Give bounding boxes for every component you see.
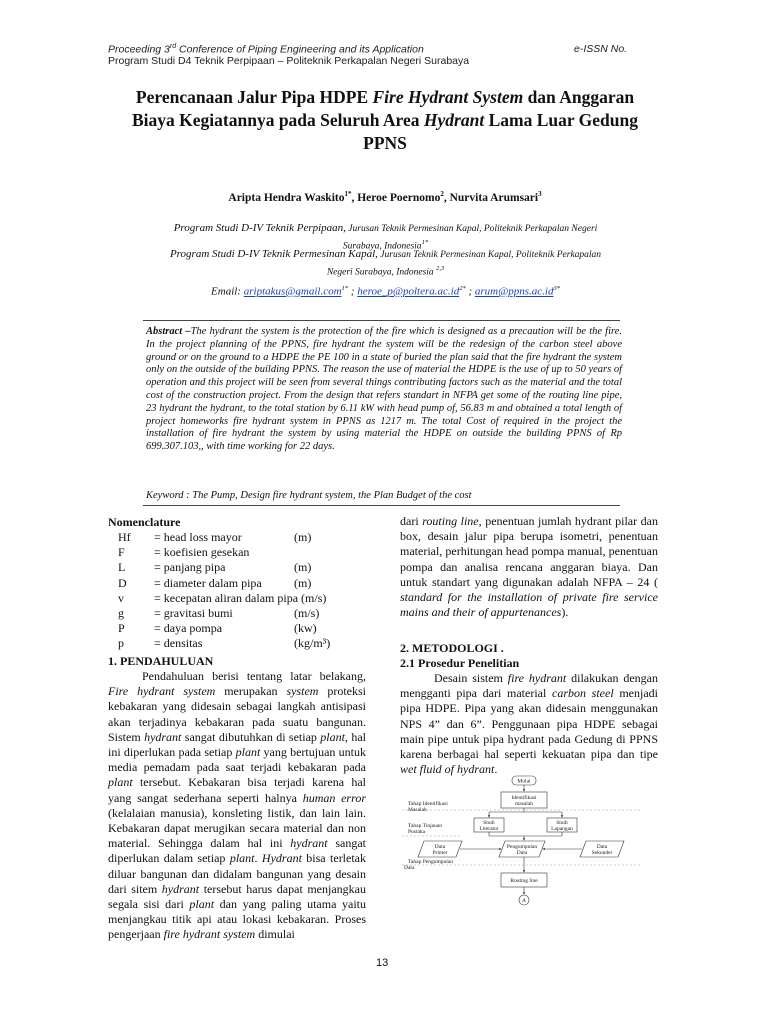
- nomenclature-list: [112, 530, 372, 652]
- nomenclature-row: [112, 636, 372, 651]
- nomenclature-row: [112, 606, 372, 621]
- lit-label-2: Literatur: [479, 826, 499, 832]
- nomenclature-sym: F: [118, 545, 125, 560]
- primary-label-1: Data: [434, 844, 446, 850]
- nomenclature-sym: Hf: [118, 530, 131, 544]
- nomenclature-row: [112, 621, 372, 636]
- email-link-1[interactable]: ariptakus@gmail.com: [243, 285, 342, 298]
- identify-label-2: masalah: [514, 801, 534, 807]
- stage-2-label-2: Pustaka: [408, 829, 426, 835]
- stage-1-label-2: Masalah: [408, 807, 427, 813]
- section-2-1-heading: 2.1 Prosedur Penelitian: [400, 656, 520, 670]
- nomenclature-row: [112, 545, 372, 560]
- nomenclature-desc: = koefisien gesekan: [154, 545, 250, 560]
- collection-label-1: Pengumpulan: [506, 844, 538, 850]
- proceeding-header: Proceeding 3rd Conference of Piping Engineering and its Application: [108, 43, 424, 56]
- nomenclature-unit: (m/s): [294, 605, 320, 620]
- author-list: Aripta Hendra Waskito$^{1*}$, Heroe Poernomo$^2$, Nurvita Arumsari$^3$: [228, 190, 542, 204]
- section-2-heading: 2. METODOLOGI .: [400, 641, 504, 655]
- secondary-label-2: Sekunder: [591, 850, 613, 856]
- nomenclature-desc: = gravitasi bumi: [154, 605, 233, 620]
- program-header: Program Studi D4 Teknik Perpipaan – Politeknik Perkapalan Negeri Surabaya: [108, 55, 470, 67]
- nomenclature-sym: g: [118, 605, 124, 620]
- stage-3-label-2: Data: [404, 865, 415, 871]
- issn-label: e-ISSN No.: [574, 43, 628, 55]
- nomenclature-desc: = head loss mayor: [154, 530, 242, 544]
- routing-paragraph: dari routing line, penentuan jumlah hydrant pilar dan box, desain jalur pipa berupa isometri, penentuan material, perhitungan head pompa manual, penentuan pompa dan analisa rencana anggaran biaya. Dan untuk standart yang digunakan adalah NFPA – 24 ( standard for the installation of private fire service mains and their of appurtenances).: [400, 514, 658, 620]
- field-label-2: Lapangan: [551, 826, 573, 832]
- nomenclature-row: [112, 560, 372, 575]
- abstract-top-rule: [143, 320, 620, 321]
- lit-label-1: Studi: [483, 820, 495, 826]
- nomenclature-row: [112, 591, 372, 606]
- section-1-heading: 1. PENDAHULUAN: [108, 654, 214, 668]
- nomenclature-title: Nomenclature: [108, 515, 181, 529]
- connector-label: A: [522, 898, 526, 904]
- email-link-3[interactable]: arum@ppns.ac.id: [474, 285, 554, 298]
- primary-label-2: Primer: [432, 850, 448, 856]
- nomenclature-desc: = diameter dalam pipa: [154, 575, 262, 590]
- stage-1-label-1: Tahap Identifikasi: [408, 801, 448, 807]
- nomenclature-unit: (kg/m³): [294, 636, 331, 651]
- nomenclature-unit: (m): [294, 575, 312, 590]
- nomenclature-unit: (m): [294, 530, 312, 544]
- routing-label: Routing line: [510, 878, 538, 884]
- keywords: Keyword : The Pump, Design fire hydrant system, the Plan Budget of the cost: [146, 490, 472, 501]
- nomenclature-sym: D: [118, 575, 127, 590]
- nomenclature-sym: p: [118, 636, 124, 651]
- section-1-body: Pendahuluan berisi tentang latar belakang, Fire hydrant system merupakan system proteksi kebakaran yang didesain sebagai langkah antisipasi akan terjadinya kebakaran pada suatu bangunan. Sistem hydrant sangat dibutuhkan di setiap plant, hal ini diperlukan pada setiap plant yang bertujuan untuk media pemadam pada saat terjadi kebakaran pada plant tersebut. Kebakaran bisa terjadi karena hal yang sangat sederhana seperti halnya human error (kelalaian manusia), konsleting listik, dan lain lain. Kebakaran dapat merugikan secara material dan non material. Sehingga dalam hal ini hydrant sangat diperlukan dalam setiap plant. Hydrant bisa terletak diluar bangunan dan didalam bangunan yang desain dari sitem hydrant tersebut harus dapat menjangkau segala sisi dari plant dan yang paling utama yaitu menjangkau titik api atau lokasi kebakaran. Proses pengerjaan fire hydrant system dimulai: [108, 669, 367, 942]
- nomenclature-unit: (m): [294, 560, 312, 575]
- research-flowchart: [402, 774, 642, 914]
- abstract: Abstract –The hydrant the system is the protection of the fire which is designed as a precaution will be the fire. In the project planning of the PPNS, fire hydrant the system will be the redesign of the carbon steel above ground or on the ground to a HDPE the PE 100 in a state of buried the plan said that the fire hydrant the system only on the outside of the building PPNS. The reason the use of material the HDPE is the use of up to 50 years of operation and this project will be seen from several things contributing factors such as the material and the total cost of the construction project. From the design that refers standart in NFPA get some of the routing line pipe, 23 hydrant the hydrant, to the total station by 6.11 kW with head pump of, 56.83 m and obtained a total length of project homeworks fire hydrant system in PPNS as 1217 m. The total Cost of required in the project the installation of fire hydrant the system by using material the HDPE on outside the building PPNS of Rp 699.307.103,, with time working for 22 days.: [146, 326, 622, 453]
- email-link-2[interactable]: heroe_p@poltera.ac.id: [357, 285, 460, 298]
- stage-2-label-1: Tahap Tinjauan: [408, 823, 442, 829]
- nomenclature-row: [112, 530, 372, 545]
- field-label-1: Studi: [556, 820, 568, 826]
- nomenclature-desc: = densitas: [154, 636, 203, 651]
- paper-title: Perencanaan Jalur Pipa HDPE Fire Hydrant System dan Anggaran Biaya Kegiatannya pada Seluruh Area Hydrant Lama Luar Gedung PPNS: [132, 87, 638, 153]
- section-2-body: Desain sistem fire hydrant dilakukan dengan mengganti pipa dari material carbon steel menjadi pipa HDPE. Pipa yang akan didesain menggunakan NPS 4” dan 6”. Penggunaan pipa HDPE sebagai main pipe untuk pipa hydrant pada Gedung di PPNS karena berbagai hal seperti kekuatan pipa dan tipe wet fluid of hydrant.: [400, 671, 659, 777]
- page-number: 13: [376, 957, 389, 969]
- stage-3-label-1: Tahap Pengumpulan: [408, 859, 453, 865]
- email-line: Email: ariptakus@gmail.com$^{1*}$ ; $heroe\_p@poltera.ac.id^{2*}$ ; $arum@ppns.ac.id^{3*}$: [211, 285, 560, 298]
- nomenclature-sym: L: [118, 560, 126, 575]
- nomenclature-desc: = kecepatan aliran dalam pipa (m/s): [154, 590, 327, 605]
- nomenclature-desc: = daya pompa: [154, 621, 223, 636]
- nomenclature-sym: v: [118, 590, 124, 605]
- affiliation-2: Program Studi D-IV Teknik Permesinan Kapal, Jurusan Teknik Permesinan Kapal, Politeknik Perkapalan Negeri Surabaya, Indonesia $^{2,3}$: [169, 248, 602, 278]
- nomenclature-unit: (kw): [294, 621, 317, 636]
- nomenclature-sym: P: [118, 621, 125, 636]
- identify-label-1: Identifikasi: [511, 795, 537, 801]
- collection-label-2: Data: [516, 850, 528, 856]
- secondary-label-1: Data: [596, 844, 608, 850]
- abstract-bottom-rule: [143, 505, 620, 506]
- nomenclature-row: [112, 576, 372, 591]
- nomenclature-desc: = panjang pipa: [154, 560, 226, 575]
- start-label: Mulai: [517, 778, 531, 785]
- affiliation-1: Program Studi D-IV Teknik Perpipaan, Jurusan Teknik Permesinan Kapal, Politeknik Perkapalan Negeri Surabaya, Indonesia$^{1*}$: [173, 222, 598, 252]
